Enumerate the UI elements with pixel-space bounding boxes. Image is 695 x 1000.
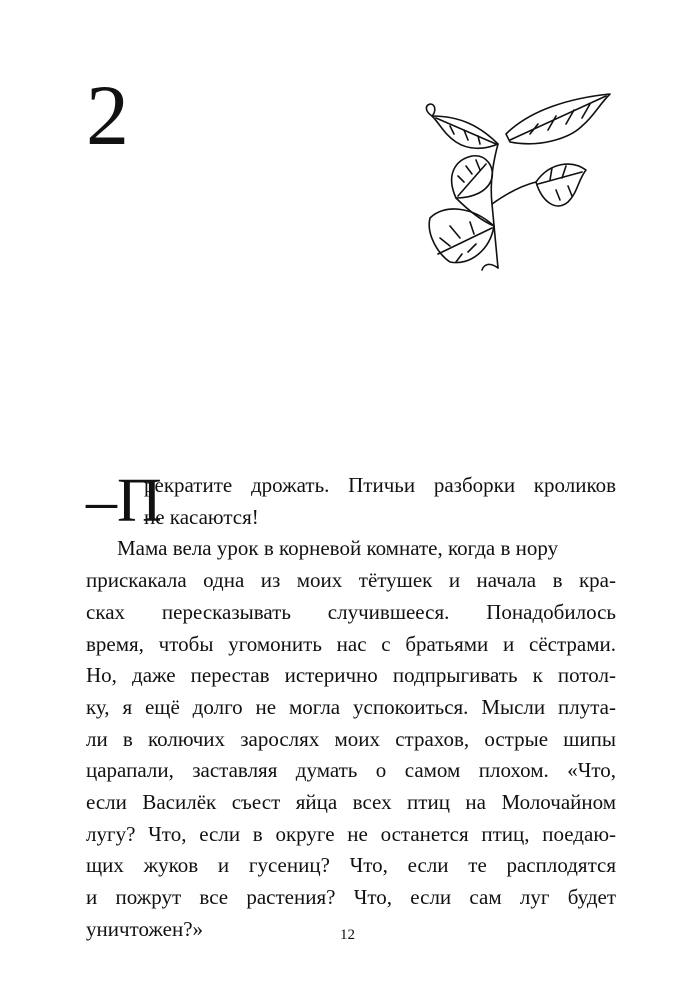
opening-paragraph xyxy=(86,467,616,535)
text-line: время, чтобы угомонить нас с братьями и сёстрами. xyxy=(86,631,616,656)
text-line: Мама вела урок в корневой комнате, когда в нору xyxy=(117,536,559,561)
text-line: щих жуков и гусениц? Что, если те расплодятся xyxy=(86,853,616,878)
chapter-number: 2 xyxy=(86,67,129,163)
text-line: сках пересказывать случившееся. Понадобилось xyxy=(86,599,616,624)
text-line: не касаются! xyxy=(144,504,259,529)
text-line: ку, я ещё долго не могла успокоиться. Мысли плута- xyxy=(86,694,616,719)
body-text xyxy=(86,467,616,946)
text-line: и пожрут все растения? Что, если сам луг будет xyxy=(86,885,616,910)
text-line: рекратите дрожать. Птичьи разборки кроликов xyxy=(144,473,616,497)
text-line: ли в колючих зарослях моих страхов, острые шипы xyxy=(86,726,616,751)
page-number: 12 xyxy=(340,927,355,943)
text-line: если Василёк съест яйца всех птиц на Молочайном xyxy=(86,790,616,815)
text-line: царапали, заставляя думать о самом плохом. «Что, xyxy=(86,758,616,783)
text-line: уничтожен?» xyxy=(86,916,204,941)
drop-cap: –П xyxy=(86,467,162,535)
text-line: лугу? Что, если в округе не останется птиц, поедаю- xyxy=(86,821,616,846)
nettle-sprig-icon xyxy=(410,86,615,271)
text-line: Но, даже перестав истерично подпрыгивать к потол- xyxy=(86,663,616,688)
text-line: прискакала одна из моих тётушек и начала в кра- xyxy=(86,568,616,593)
